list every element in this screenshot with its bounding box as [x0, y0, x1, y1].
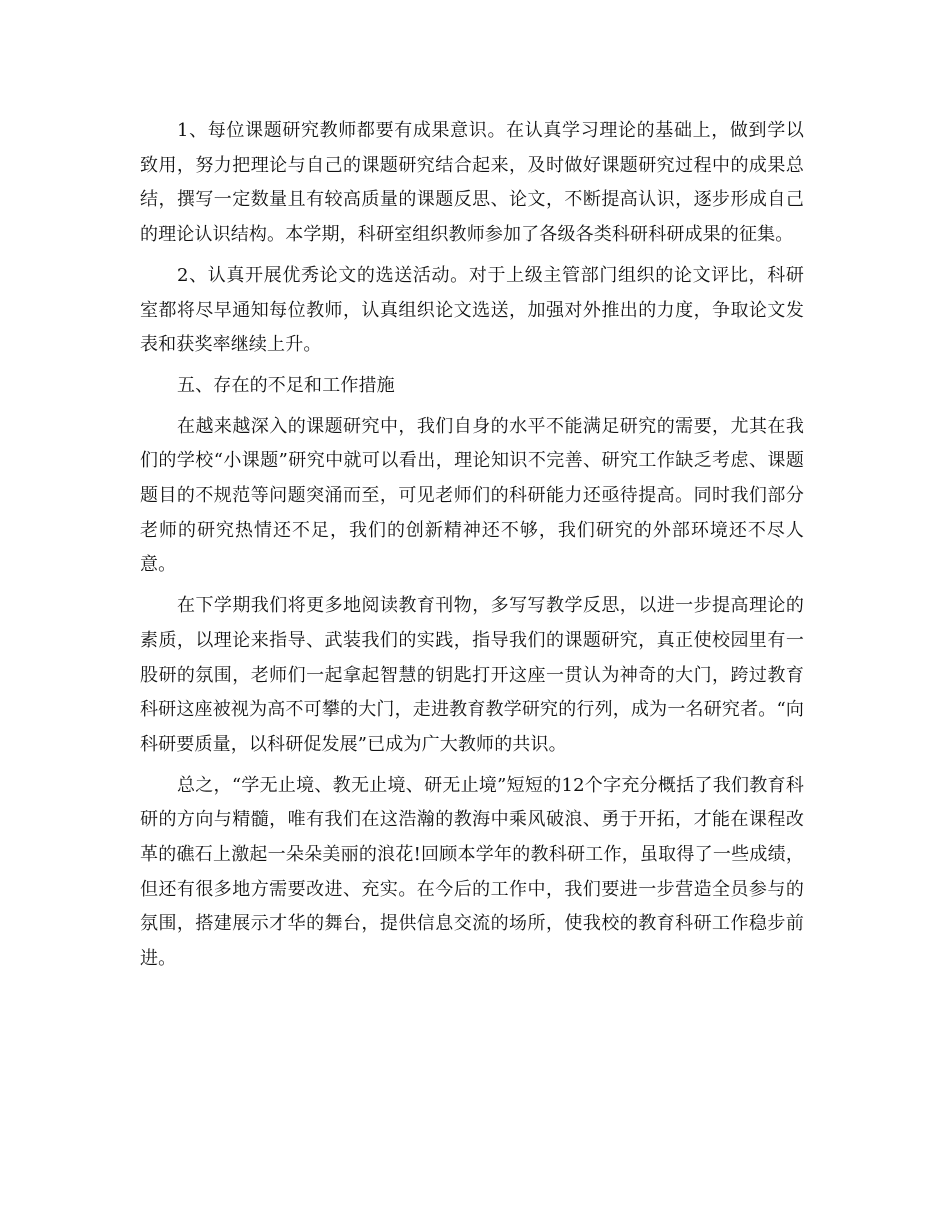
paragraph-paper-selection: 2、认真开展优秀论文的选送活动。对于上级主管部门组织的论文评比，科研室都将尽早通知每位教师，认真组织论文选送，加强对外推出的力度，争取论文发表和获奖率继续上升。	[140, 264, 804, 356]
document-body	[140, 114, 804, 983]
paragraph-next-term-plans: 在下学期我们将更多地阅读教育刊物，多写写教学反思，以进一步提高理论的素质，以理论来指导、武装我们的实践，指导我们的课题研究，真正使校园里有一股研的氛围，老师们一起拿起智慧的钥匙打开这座一贯认为神奇的大门，跨过教育科研这座被视为高不可攀的大门，走进教育教学研究的行列，成为一名研究者。“向科研要质量，以科研促发展”已成为广大教师的共识。	[140, 595, 804, 755]
section-heading-shortcomings: 五、存在的不足和工作措施	[177, 374, 395, 396]
paragraph-shortcomings: 在越来越深入的课题研究中，我们自身的水平不能满足研究的需要，尤其在我们的学校“小课题”研究中就可以看出，理论知识不完善、研究工作缺乏考虑、课题题目的不规范等问题突涌而至，可见老师们的科研能力还亟待提高。同时我们部分老师的研究热情还不足，我们的创新精神还不够，我们研究的外部环境还不尽人意。	[140, 415, 804, 576]
paragraph-conclusion: 总之，“学无止境、教无止境、研无止境”短短的12个字充分概括了我们教育科研的方向与精髓，唯有我们在这浩瀚的教海中乘风破浪、勇于开拓，才能在课程改革的礁石上激起一朵朵美丽的浪花!回顾本学年的教科研工作，虽取得了一些成绩，但还有很多地方需要改进、充实。在今后的工作中，我们要进一步营造全员参与的氛围，搭建展示才华的舞台，提供信息交流的场所，使我校的教育科研工作稳步前进。	[140, 774, 804, 970]
paragraph-achievement-awareness: 1、每位课题研究教师都要有成果意识。在认真学习理论的基础上，做到学以致用，努力把理论与自己的课题研究结合起来，及时做好课题研究过程中的成果总结，撰写一定数量且有较高质量的课题反思、论文，不断提高认识，逐步形成自己的理论认识结构。本学期，科研室组织教师参加了各级各类科研科研成果的征集。	[140, 120, 804, 246]
